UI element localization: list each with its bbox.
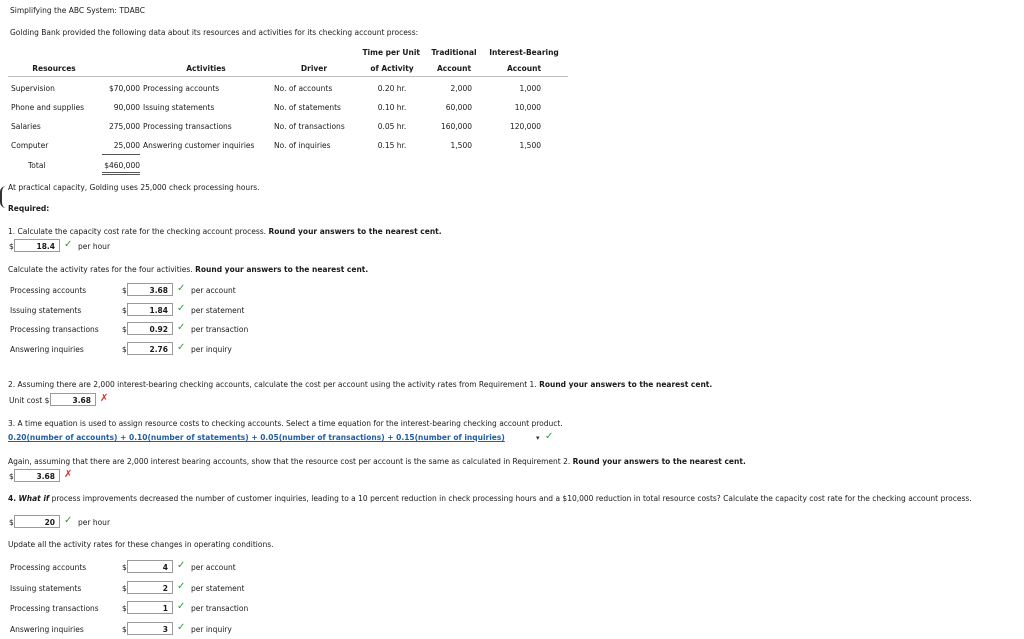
cell-resource: Supervision <box>11 84 55 93</box>
q4-prompt-text: process improvements decreased the number of customer inquiries, leading to a 10 percent reduction in check processing hours and a $10,000 reduction in total resource costs? Calculate the capacity cost rate for the checking account process. <box>51 494 972 503</box>
cell-amount: 90,000 <box>113 103 140 112</box>
header-interest: Account <box>506 64 542 73</box>
q1-prompt-bold: Round your answers to the nearest cent. <box>268 227 442 236</box>
dollar-sign: $ <box>122 625 127 634</box>
q4-rate-processing-accounts-input[interactable]: 4 <box>127 560 173 573</box>
check-icon: ✓ <box>177 303 186 314</box>
rate-unit: per inquiry <box>191 345 232 354</box>
q4-dollar: $ <box>9 518 14 527</box>
cell-traditional: 1,500 <box>450 141 472 150</box>
check-icon: ✓ <box>177 283 186 294</box>
rate-processing-transactions-input[interactable]: 0.92 <box>127 322 173 335</box>
cell-activity: Processing transactions <box>143 122 232 131</box>
cell-amount: 275,000 <box>108 122 140 131</box>
header-driver: Driver <box>300 64 328 73</box>
check-icon: ✓ <box>177 601 186 612</box>
total-amount: $460,000 <box>104 161 140 170</box>
cell-interest: 1,000 <box>519 84 541 93</box>
dollar-sign: $ <box>122 345 127 354</box>
q1-activity-prompt-bold: Round your answers to the nearest cent. <box>195 265 369 274</box>
q2-prompt-text: 2. Assuming there are 2,000 interest-bearing checking accounts, calculate the cost per account using the activity rates from Requirement 1. <box>8 380 537 389</box>
rate-unit: per inquiry <box>191 625 232 634</box>
rate-label: Processing transactions <box>10 604 99 613</box>
q2-prompt-bold: Round your answers to the nearest cent. <box>539 380 713 389</box>
q2-unit-cost-input[interactable]: 3.68 <box>50 393 96 406</box>
q3-again-prompt <box>8 457 746 466</box>
check-icon: ✓ <box>177 581 186 592</box>
check-icon: ✓ <box>64 239 73 250</box>
rate-label: Issuing statements <box>10 584 82 593</box>
cell-driver: No. of accounts <box>274 84 333 93</box>
q4-prefix: 4. <box>8 494 17 503</box>
rate-label: Answering inquiries <box>10 345 84 354</box>
cell-traditional: 60,000 <box>445 103 472 112</box>
check-icon: ✓ <box>64 515 73 526</box>
required-label: Required: <box>8 204 50 213</box>
check-icon: ✓ <box>545 431 554 442</box>
total-label: Total <box>28 161 46 170</box>
q4-answer-input[interactable]: 20 <box>14 515 60 528</box>
q4-prompt <box>8 494 972 503</box>
q3-again-prompt-bold: Round your answers to the nearest cent. <box>572 457 746 466</box>
q4-what-if: What if <box>18 494 50 503</box>
rate-unit: per statement <box>191 306 245 315</box>
cell-interest: 120,000 <box>509 122 541 131</box>
q3-prompt: 3. A time equation is used to assign resource costs to checking accounts. Select a time equation for the interest-bearing checking account product. <box>8 419 563 428</box>
rate-unit: per statement <box>191 584 245 593</box>
dollar-sign: $ <box>122 604 127 613</box>
rate-unit: per transaction <box>191 604 249 613</box>
q3-dollar: $ <box>9 472 14 481</box>
check-icon: ✓ <box>177 622 186 633</box>
q3-again-prompt-text: Again, assuming that there are 2,000 interest bearing accounts, show that the resource cost per account is the same as calculated in Requirement 2. <box>8 457 571 466</box>
q1-prompt <box>8 227 442 236</box>
check-icon: ✓ <box>177 322 186 333</box>
rate-label: Processing accounts <box>10 563 87 572</box>
cell-driver: No. of transactions <box>274 122 345 131</box>
q1-activity-prompt <box>8 265 368 274</box>
header-interest-top: Interest-Bearing <box>489 48 559 57</box>
rate-issuing-statements-input[interactable]: 1.84 <box>127 303 173 316</box>
q3-answer-input[interactable]: 3.68 <box>14 469 60 482</box>
cell-interest: 10,000 <box>514 103 541 112</box>
chevron-down-icon[interactable]: ▾ <box>536 434 540 442</box>
q4-unit: per hour <box>78 518 111 527</box>
cross-icon: ✗ <box>100 393 109 404</box>
header-resources: Resources <box>32 64 76 73</box>
check-icon: ✓ <box>177 342 186 353</box>
dollar-sign: $ <box>122 325 127 334</box>
q1-unit: per hour <box>78 242 111 251</box>
header-time: of Activity <box>370 64 414 73</box>
rate-processing-accounts-input[interactable]: 3.68 <box>127 283 173 296</box>
cell-activity: Answering customer inquiries <box>143 141 255 150</box>
q2-unit-label: Unit cost $ <box>9 396 50 405</box>
dollar-sign: $ <box>122 286 127 295</box>
rate-unit: per account <box>191 563 236 572</box>
cell-amount: $70,000 <box>108 84 140 93</box>
cell-interest: 1,500 <box>519 141 541 150</box>
left-bracket <box>0 186 6 208</box>
cell-resource: Phone and supplies <box>11 103 84 112</box>
cell-time: 0.15 hr. <box>377 141 407 150</box>
dollar-sign: $ <box>122 306 127 315</box>
rate-unit: per transaction <box>191 325 249 334</box>
q1-activity-prompt-text: Calculate the activity rates for the four activities. <box>8 265 193 274</box>
page-title: Simplifying the ABC System: TDABC <box>10 6 145 15</box>
cell-amount: 25,000 <box>113 141 140 150</box>
header-traditional-top: Traditional <box>431 48 477 57</box>
rate-label: Processing accounts <box>10 286 87 295</box>
q4-rate-issuing-statements-input[interactable]: 2 <box>127 581 173 594</box>
q1-prompt-text: 1. Calculate the capacity cost rate for the checking account process. <box>8 227 267 236</box>
check-icon: ✓ <box>177 560 186 571</box>
rate-label: Issuing statements <box>10 306 82 315</box>
q4-rate-answering-inquiries-input[interactable]: 3 <box>127 622 173 635</box>
header-time-top: Time per Unit <box>362 48 420 57</box>
cell-time: 0.20 hr. <box>377 84 407 93</box>
q4-update-prompt: Update all the activity rates for these changes in operating conditions. <box>8 540 274 549</box>
cross-icon: ✗ <box>64 469 73 480</box>
intro-text: Golding Bank provided the following data about its resources and activities for its checking account process: <box>10 28 419 37</box>
rate-label: Processing transactions <box>10 325 99 334</box>
rate-label: Answering inquiries <box>10 625 84 634</box>
cell-activity: Processing accounts <box>143 84 220 93</box>
q2-prompt <box>8 380 712 389</box>
cell-activity: Issuing statements <box>143 103 215 112</box>
rate-unit: per account <box>191 286 236 295</box>
dollar-sign: $ <box>122 584 127 593</box>
cell-driver: No. of inquiries <box>274 141 331 150</box>
cell-resource: Salaries <box>11 122 41 131</box>
cell-driver: No. of statements <box>274 103 341 112</box>
header-activities: Activities <box>186 64 226 73</box>
q3-equation-select[interactable]: 0.20(number of accounts) + 0.10(number of statements) + 0.05(number of transactions) + 0.15(number of inquiries) <box>8 433 505 442</box>
cell-time: 0.10 hr. <box>377 103 407 112</box>
cell-traditional: 160,000 <box>440 122 472 131</box>
rate-answering-inquiries-input[interactable]: 2.76 <box>127 342 173 355</box>
q1-answer-input[interactable]: 18.4 <box>14 239 60 252</box>
cell-resource: Computer <box>11 141 49 150</box>
header-traditional: Account <box>436 64 472 73</box>
dollar-sign: $ <box>122 563 127 572</box>
q4-rate-processing-transactions-input[interactable]: 1 <box>127 601 173 614</box>
capacity-note: At practical capacity, Golding uses 25,000 check processing hours. <box>8 183 260 192</box>
cell-time: 0.05 hr. <box>377 122 407 131</box>
q1-dollar: $ <box>9 242 14 251</box>
cell-traditional: 2,000 <box>450 84 472 93</box>
